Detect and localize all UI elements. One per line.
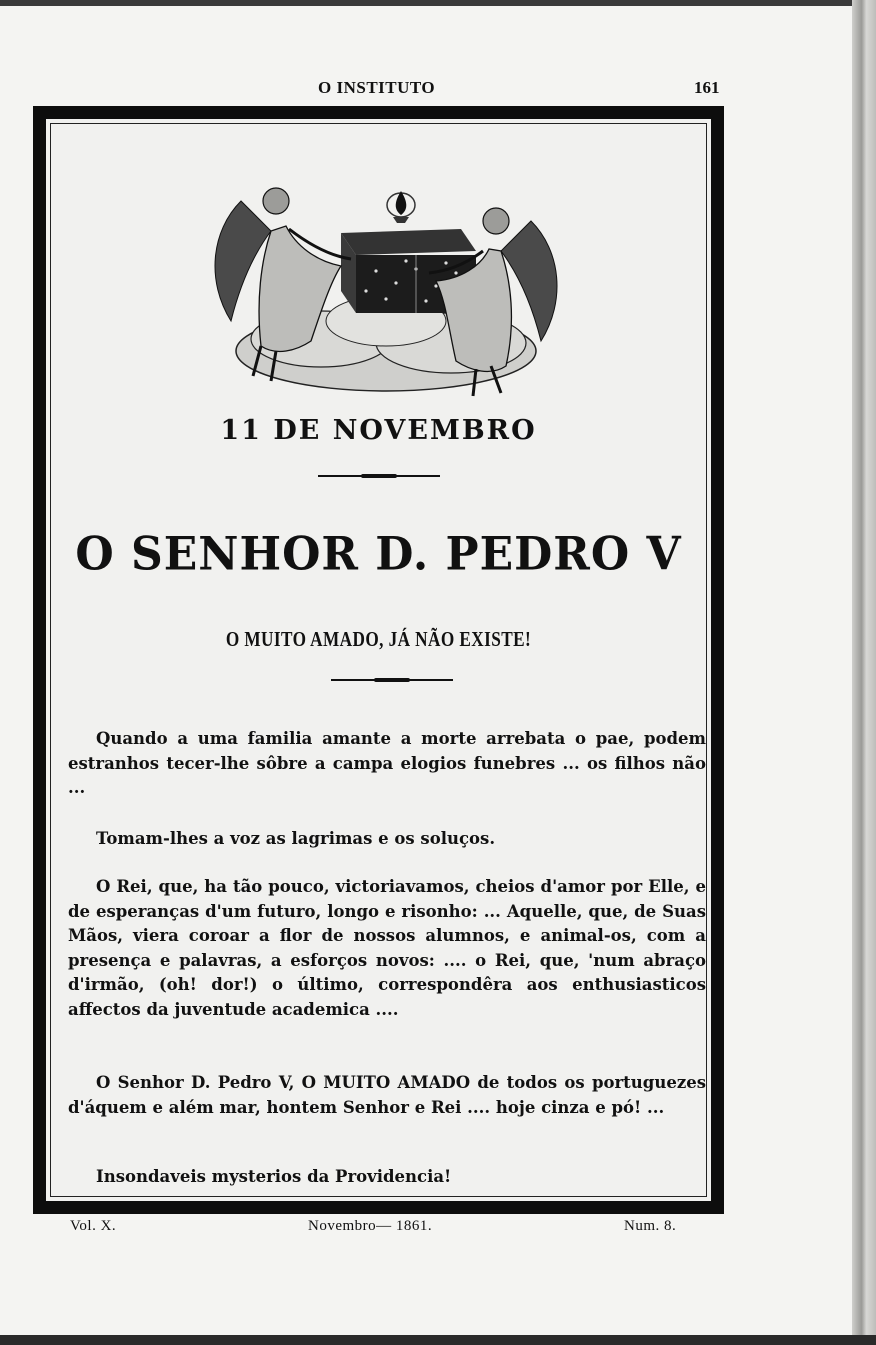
angels-with-casket-engraving <box>201 171 571 401</box>
journal-title: O INSTITUTO <box>318 78 436 97</box>
book-page-edge <box>852 0 876 1345</box>
running-head <box>0 78 740 102</box>
subheading: O MUITO AMADO, JÁ NÃO EXISTE! <box>225 627 532 651</box>
paragraph: Quando a uma familia amante a morte arrebata o pae, podem estranhos tecer-lhe sôbre a campa elogios funebres ... os filhos não ... <box>68 729 706 797</box>
date-heading: 11 DE NOVEMBRO <box>220 415 537 446</box>
ornamental-rule <box>331 679 453 681</box>
paragraph: O Rei, que, ha tão pouco, victoriavamos, cheios d'amor por Elle, e de esperanças d'um futuro, longo e risonho: ... Aquelle, que, de Suas Mãos, viera coroar a flor de nossos alumnos, e animal-os, com a presença e palavras, a esforços novos: .... o Rei, que, 'num abraço d'irmão, (oh! dor!) o último, correspondêra aos enthusiasticos affectos da juventude academica .... <box>68 877 706 1019</box>
mourning-border-frame <box>33 106 724 1214</box>
page-footer <box>0 1218 740 1240</box>
paragraph: Tomam-lhes a voz as lagrimas e os soluços. <box>96 829 496 848</box>
paragraph: O Senhor D. Pedro V, O MUITO AMADO de todos os portuguezes d'áquem e além mar, hontem Senhor e Rei .... hoje cinza e pó! ... <box>68 1073 706 1117</box>
issue-number: Num. 8. <box>624 1218 677 1234</box>
issue-date: Novembro— 1861. <box>308 1218 433 1234</box>
scan-bottom-border <box>0 1335 876 1345</box>
journal-page <box>0 6 852 1336</box>
king-name-heading: O SENHOR D. PEDRO V <box>75 527 682 582</box>
paragraph: Insondaveis mysterios da Providencia! <box>96 1167 452 1186</box>
volume-label: Vol. X. <box>70 1218 117 1234</box>
ornamental-rule <box>318 475 440 477</box>
page-number: 161 <box>694 78 720 97</box>
